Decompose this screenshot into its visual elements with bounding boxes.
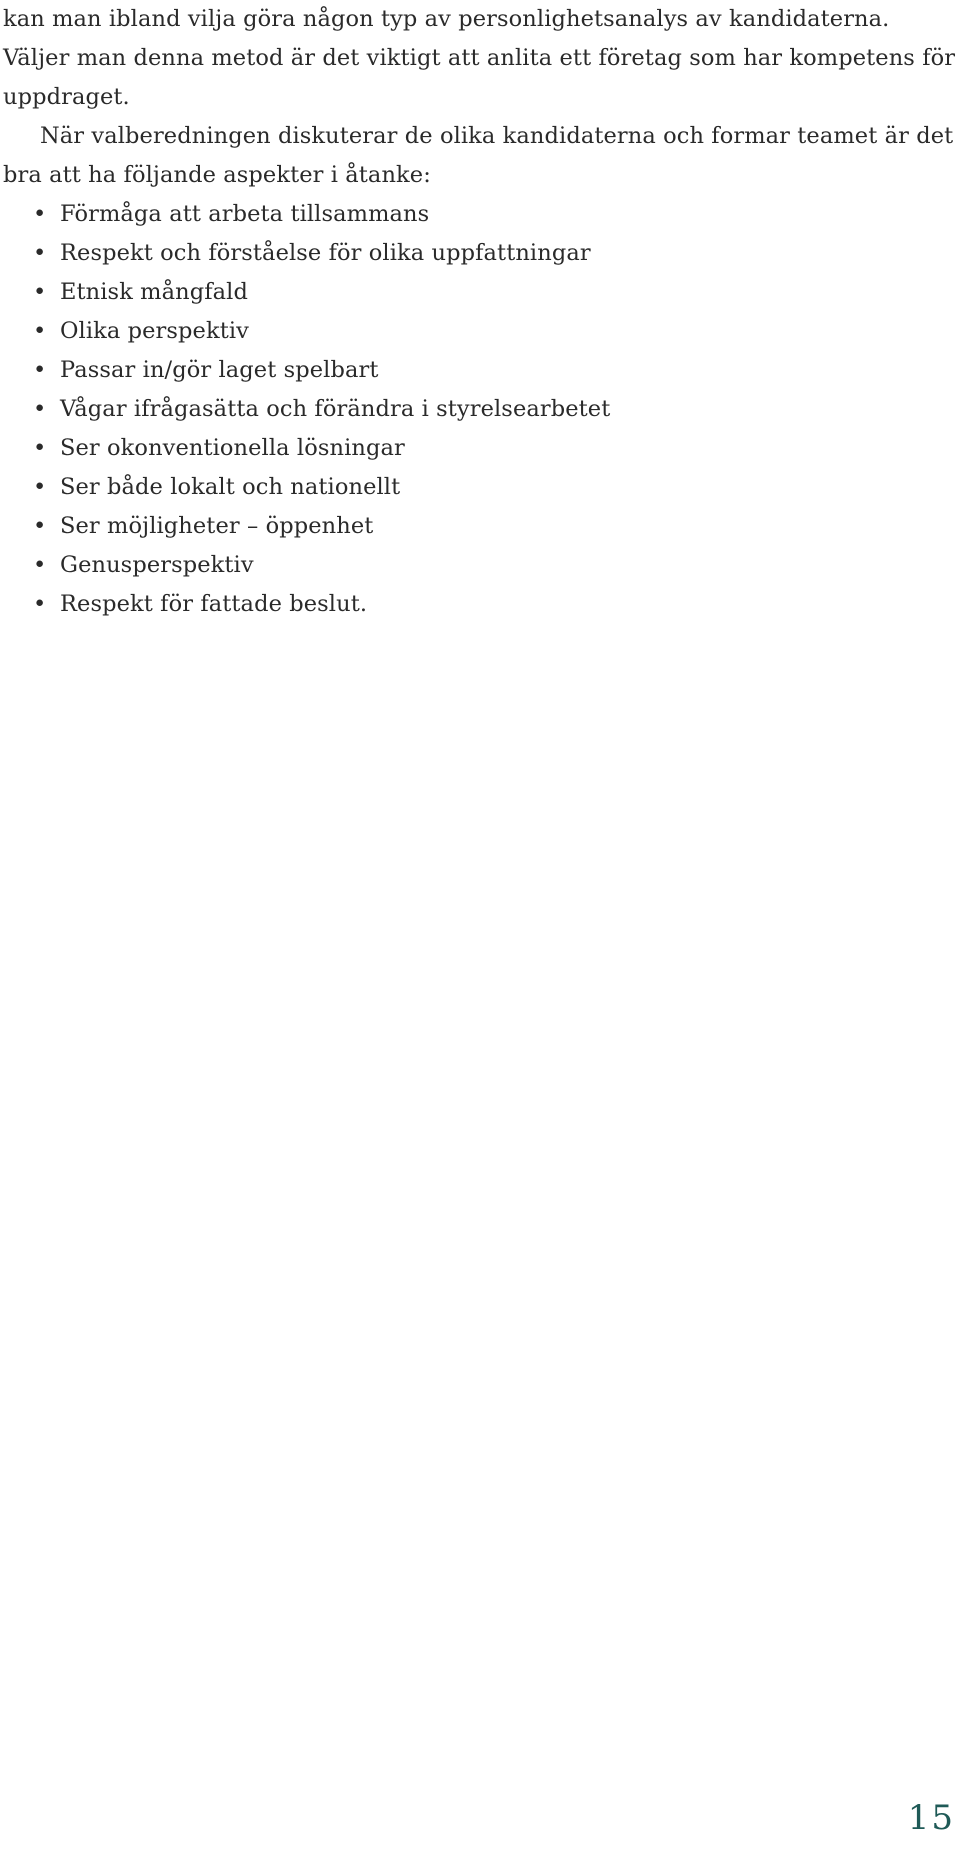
- list-item: [3, 507, 958, 546]
- list-item: [3, 273, 958, 312]
- list-item: [3, 429, 958, 468]
- bullet-icon: •: [33, 435, 47, 461]
- list-item-text: Ser både lokalt och nationellt: [60, 474, 401, 500]
- list-item-text: Respekt och förståelse för olika uppfattningar: [60, 240, 591, 266]
- list-item: [3, 195, 958, 234]
- bullet-icon: •: [33, 474, 47, 500]
- bullet-icon: •: [33, 396, 47, 422]
- list-item-text: Passar in/gör laget spelbart: [60, 357, 379, 383]
- list-item-text: Etnisk mångfald: [60, 279, 248, 305]
- list-item: [3, 585, 958, 624]
- bullet-icon: •: [33, 240, 47, 266]
- list-item-text: Respekt för fattade beslut.: [60, 591, 368, 617]
- list-item-text: Vågar ifrågasätta och förändra i styrelsearbetet: [60, 396, 611, 422]
- list-item: [3, 351, 958, 390]
- paragraph-intro: kan man ibland vilja göra någon typ av personlighetsanalys av kandidaterna. Väljer man denna metod är det viktigt att anlita ett företag som har kompetens för uppdraget.: [3, 6, 956, 110]
- list-item-text: Genusperspektiv: [60, 552, 254, 578]
- page-number: 15: [907, 1798, 955, 1838]
- list-item: [3, 390, 958, 429]
- list-item-text: Ser okonventionella lösningar: [60, 435, 405, 461]
- list-item-text: Förmåga att arbeta tillsammans: [60, 201, 430, 227]
- bullet-icon: •: [33, 318, 47, 344]
- bullet-icon: •: [33, 591, 47, 617]
- list-item: [3, 312, 958, 351]
- bullet-icon: •: [33, 513, 47, 539]
- paragraph-aspects: När valberedningen diskuterar de olika kandidaterna och formar teamet är det bra att ha följande aspekter i åtanke:: [3, 123, 954, 188]
- list-item-text: Ser möjligheter – öppenhet: [60, 513, 374, 539]
- bullet-icon: •: [33, 201, 47, 227]
- bullet-icon: •: [33, 552, 47, 578]
- list-item-text: Olika perspektiv: [60, 318, 249, 344]
- bullet-icon: •: [33, 279, 47, 305]
- bullet-icon: •: [33, 357, 47, 383]
- list-item: [3, 546, 958, 585]
- list-item: [3, 468, 958, 507]
- body-text: [3, 0, 958, 624]
- aspects-list: [3, 195, 958, 624]
- list-item: [3, 234, 958, 273]
